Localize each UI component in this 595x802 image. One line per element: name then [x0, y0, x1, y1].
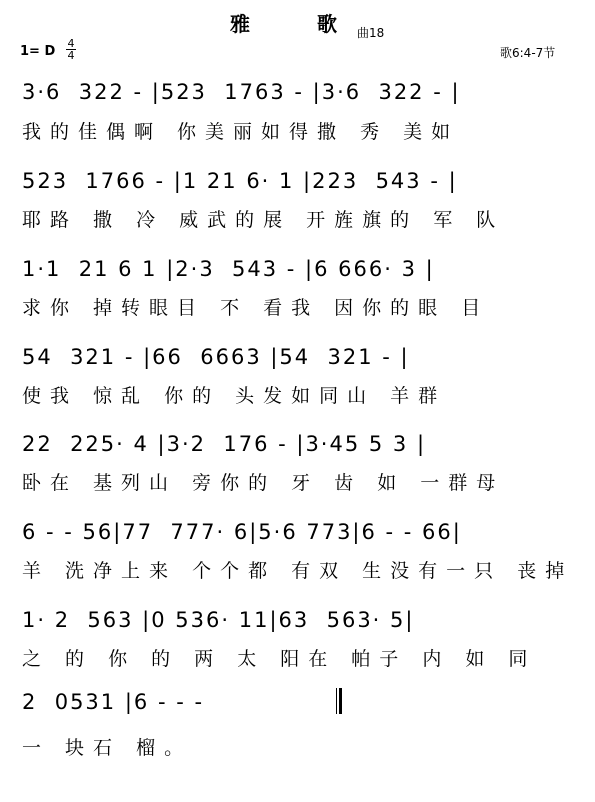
- notation-line-5: 22 225· 4 |3·2 176 - |3·45 5 3 |: [22, 432, 427, 456]
- lyrics-line-3: 求你 掉转眼目 不 看我 因你的眼 目: [22, 297, 490, 319]
- lyrics-line-4: 使我 惊乱 你的 头发如同山 羊群: [22, 385, 447, 407]
- notation-line-8: 2 0531 |6 - - -: [22, 690, 213, 714]
- song-title: 雅 歌: [230, 12, 367, 36]
- lyrics-line-1: 我的佳偶啊 你美丽如得撒 秀 美如: [22, 121, 460, 143]
- notation-line-1: 3·6 322 - |523 1763 - |3·6 322 - |: [22, 80, 461, 104]
- notation-line-2: 523 1766 - |1 21 6· 1 |223 543 - |: [22, 169, 458, 193]
- key-signature: 1= D: [20, 44, 56, 59]
- lyrics-line-7: 之 的 你 的 两 太 阳在 帕子 内 如 同: [22, 648, 537, 670]
- notation-line-7: 1· 2 563 |0 536· 11|63 563· 5|: [22, 608, 415, 632]
- lyrics-line-6: 羊 洗净上来 个个都 有双 生没有一只 丧掉: [22, 560, 574, 582]
- notation-line-4: 54 321 - |66 6663 |54 321 - |: [22, 345, 410, 369]
- lyrics-line-2: 耶路 撒 冷 威武的展 开旌旗的 军 队: [22, 209, 505, 231]
- scripture-reference: 歌6:4-7节: [500, 46, 556, 60]
- final-barline: [336, 688, 342, 714]
- lyrics-line-5: 卧在 基列山 旁你的 牙 齿 如 一群母: [22, 472, 505, 494]
- time-signature: [66, 38, 76, 61]
- lyrics-line-8: 一 块石 榴。: [22, 737, 193, 759]
- notation-line-3: 1·1 21 6 1 |2·3 543 - |6 666· 3 |: [22, 257, 435, 281]
- time-signature-top: 4: [67, 37, 75, 50]
- notation-line-6: 6 - - 56|77 777· 6|5·6 773|6 - - 66|: [22, 520, 462, 544]
- tune-number: 曲18: [357, 26, 385, 40]
- time-signature-bottom: 4: [67, 49, 75, 62]
